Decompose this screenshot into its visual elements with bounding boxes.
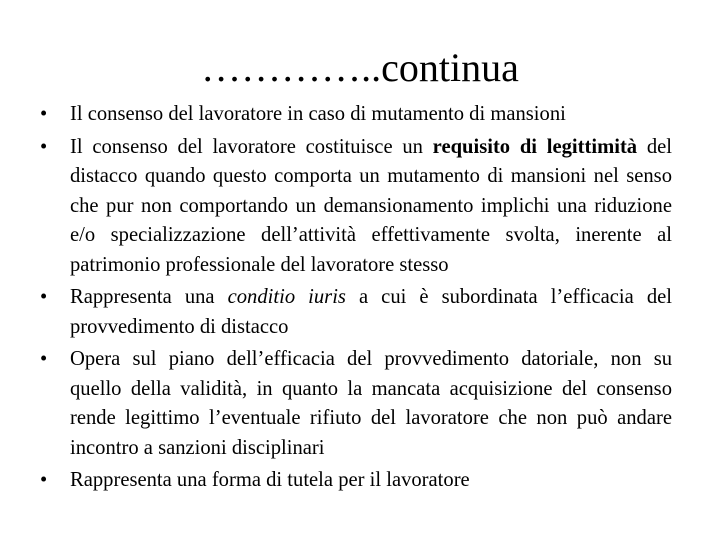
bullet-dot-icon: • [40, 469, 48, 491]
bullet-item [40, 283, 672, 342]
bullet-text: a cui è subordinata l’efficacia del provvedimento di distacco [70, 286, 672, 338]
bullet-list [40, 100, 672, 499]
bullet-dot-icon: • [40, 286, 48, 308]
bullet-text: Rappresenta una forma di tutela per il lavoratore [70, 469, 470, 491]
bullet-text: Il consenso del lavoratore in caso di mutamento di mansioni [70, 103, 566, 125]
bullet-emphasis-bold: requisito di legittimità [432, 135, 638, 158]
slide-title: …………..continua [201, 45, 519, 90]
bullet-dot-icon: • [40, 135, 48, 158]
bullet-item [40, 100, 672, 130]
bullet-text: Opera sul piano dell’efficacia del provvedimento datoriale, non su quello della validità, in quanto la mancata acquisizione del consenso rende legittimo l’eventuale rifiuto del lavoratore che non può andare incontro a sanzioni disciplinari [70, 348, 672, 459]
bullet-item [40, 466, 672, 496]
bullet-text: Il consenso del lavoratore costituisce un [70, 135, 433, 158]
bullet-text: Rappresenta una [70, 286, 228, 308]
bullet-dot-icon: • [40, 103, 48, 125]
bullet-item [40, 133, 672, 281]
bullet-dot-icon: • [40, 348, 48, 370]
bullet-text: del distacco quando questo comporta un mutamento di mansioni nel senso che pur non comportando un demansionamento implichi una riduzione e/o specializzazione dell’attività effettivamente svolta, inerente al patrimonio professionale del lavoratore stesso [70, 135, 673, 276]
bullet-emphasis-italic: conditio iuris [227, 286, 346, 308]
bullet-item [40, 345, 672, 463]
